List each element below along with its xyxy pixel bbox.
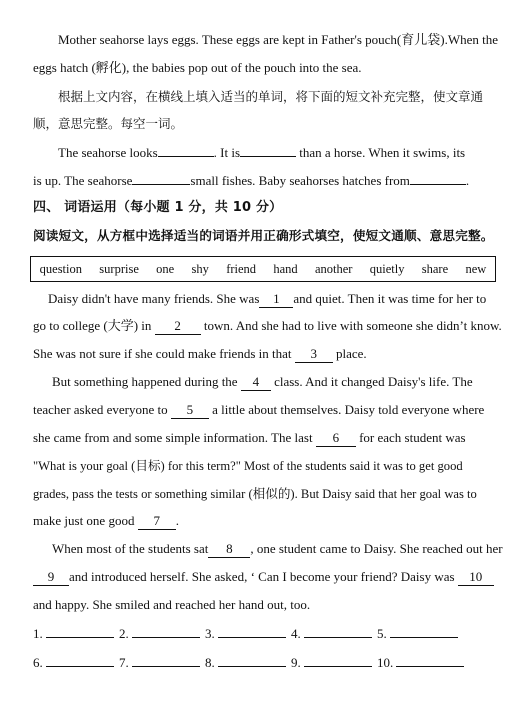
answer-line[interactable] [46,652,114,667]
passage-blank-4[interactable]: 4 [241,374,271,391]
answer-number: 2. [119,626,129,641]
word-option: share [421,262,449,276]
word-box [30,256,496,282]
passage-blank-9[interactable]: 9 [33,569,69,586]
summary-text: . It is [213,145,241,160]
answer-line[interactable] [132,623,200,638]
answer-line[interactable] [46,623,114,638]
summary-text: The seahorse looks [58,145,158,160]
word-option: new [465,262,487,276]
passage-text: and quiet. Then it was time for her to [293,291,487,306]
instruction-line1: 根据上文内容，在横线上填入适当的单词，将下面的短文补充完整，使文章通 [58,89,484,104]
passage2-line [33,507,493,535]
passage-text: make just one good [33,513,135,528]
passage-text: . [175,513,179,528]
answer-number: 7. [119,655,129,670]
answer-slot-5[interactable] [377,620,458,648]
passage-text: town. And she had to live with someone she didn’t know. [203,318,502,333]
passage2-line [33,563,493,591]
answer-line[interactable] [132,652,200,667]
answer-slot-6[interactable] [33,649,114,677]
passage2-line: "What is your goal (目标) for this term?" Most of the students said it was to get good [33,459,463,473]
passage-text: But something happened during the [52,374,238,389]
section-title: 四、 词语运用（每小题 1 分，共 10 分） [33,200,283,215]
answer-slot-10[interactable] [377,649,464,677]
word-option: friend [226,262,257,276]
answer-line[interactable] [218,652,286,667]
passage2-line [48,285,493,313]
answer-line[interactable] [304,652,372,667]
passage-blank-6[interactable]: 6 [316,430,356,447]
summary-text: . [465,173,470,188]
answer-number: 1. [33,626,43,641]
answer-slot-4[interactable] [291,620,372,648]
answer-slot-2[interactable] [119,620,200,648]
summary-blank-1[interactable] [158,156,214,157]
answer-number: 10. [377,655,394,670]
passage-text: class. And it changed Daisy's life. The [274,374,473,389]
passage-blank-1[interactable]: 1 [259,291,293,308]
answer-slot-1[interactable] [33,620,114,648]
word-option: quietly [369,262,405,276]
summary-line1 [58,139,493,167]
passage-blank-3[interactable]: 3 [295,346,333,363]
passage2-line [33,340,493,368]
summary-blank-2[interactable] [240,156,296,157]
answer-number: 6. [33,655,43,670]
answer-slot-9[interactable] [291,649,372,677]
passage-blank-5[interactable]: 5 [171,402,209,419]
passage-text: go to college (大学) in [33,318,152,333]
instruction-line2: 顺，意思完整。每空一词。 [33,116,184,131]
word-option: shy [191,262,209,276]
summary-line2 [33,167,493,195]
answer-line[interactable] [218,623,286,638]
answer-number: 9. [291,655,301,670]
word-option: question [39,262,82,276]
answer-line[interactable] [304,623,372,638]
answer-number: 8. [205,655,215,670]
passage-text: , one student came to Daisy. She reached out her [250,541,503,556]
word-option: another [314,262,353,276]
answer-number: 4. [291,626,301,641]
passage2-line [52,535,503,563]
passage2-line [33,424,493,452]
section-instruction: 阅读短文，从方框中选择适当的词语并用正确形式填空，使短文通顺、意思完整。 [33,228,494,243]
passage-text: and introduced herself. She asked, ‘ Can I become your friend? Daisy was [69,569,455,584]
passage-text: a little about themselves. Daisy told everyone where [212,402,485,417]
passage-blank-8[interactable]: 8 [208,541,250,558]
passage1-line1: Mother seahorse lays eggs. These eggs are kept in Father's pouch(育儿袋).When the [58,32,499,47]
passage2-line: and happy. She smiled and reached her hand out, too. [33,597,311,612]
passage2-line [33,396,493,424]
word-option: surprise [99,262,139,276]
passage-text: She was not sure if she could make friends in that [33,346,292,361]
summary-blank-4[interactable] [410,184,466,185]
answer-slot-8[interactable] [205,649,286,677]
passage-blank-2[interactable]: 2 [155,318,201,335]
passage2-line [52,368,493,396]
summary-text: small fishes. Baby seahorses hatches from [190,173,410,188]
passage-blank-7[interactable]: 7 [138,513,176,530]
passage1-line2: eggs hatch (孵化), the babies pop out of the pouch into the sea. [33,60,362,75]
passage-text: teacher asked everyone to [33,402,168,417]
summary-text: is up. The seahorse [33,173,133,188]
passage-text: When most of the students sat [52,541,209,556]
answer-number: 3. [205,626,215,641]
passage-text: Daisy didn't have many friends. She was [48,291,260,306]
answer-slot-7[interactable] [119,649,200,677]
word-option: one [156,262,175,276]
passage-blank-10[interactable]: 10 [458,569,494,586]
answer-line[interactable] [390,623,458,638]
answer-number: 5. [377,626,387,641]
answer-line[interactable] [396,652,464,667]
answer-slot-3[interactable] [205,620,286,648]
summary-blank-3[interactable] [132,184,190,185]
passage2-line: grades, pass the tests or something similar (相似的). But Daisy said that her goal was to [33,487,477,501]
word-option: hand [273,262,298,276]
passage2-line [33,312,502,340]
passage-text: she came from and some simple information. The last [33,430,313,445]
passage-text: for each student was [359,430,466,445]
passage-text: place. [336,346,367,361]
summary-text: than a horse. When it swims, its [296,145,466,160]
